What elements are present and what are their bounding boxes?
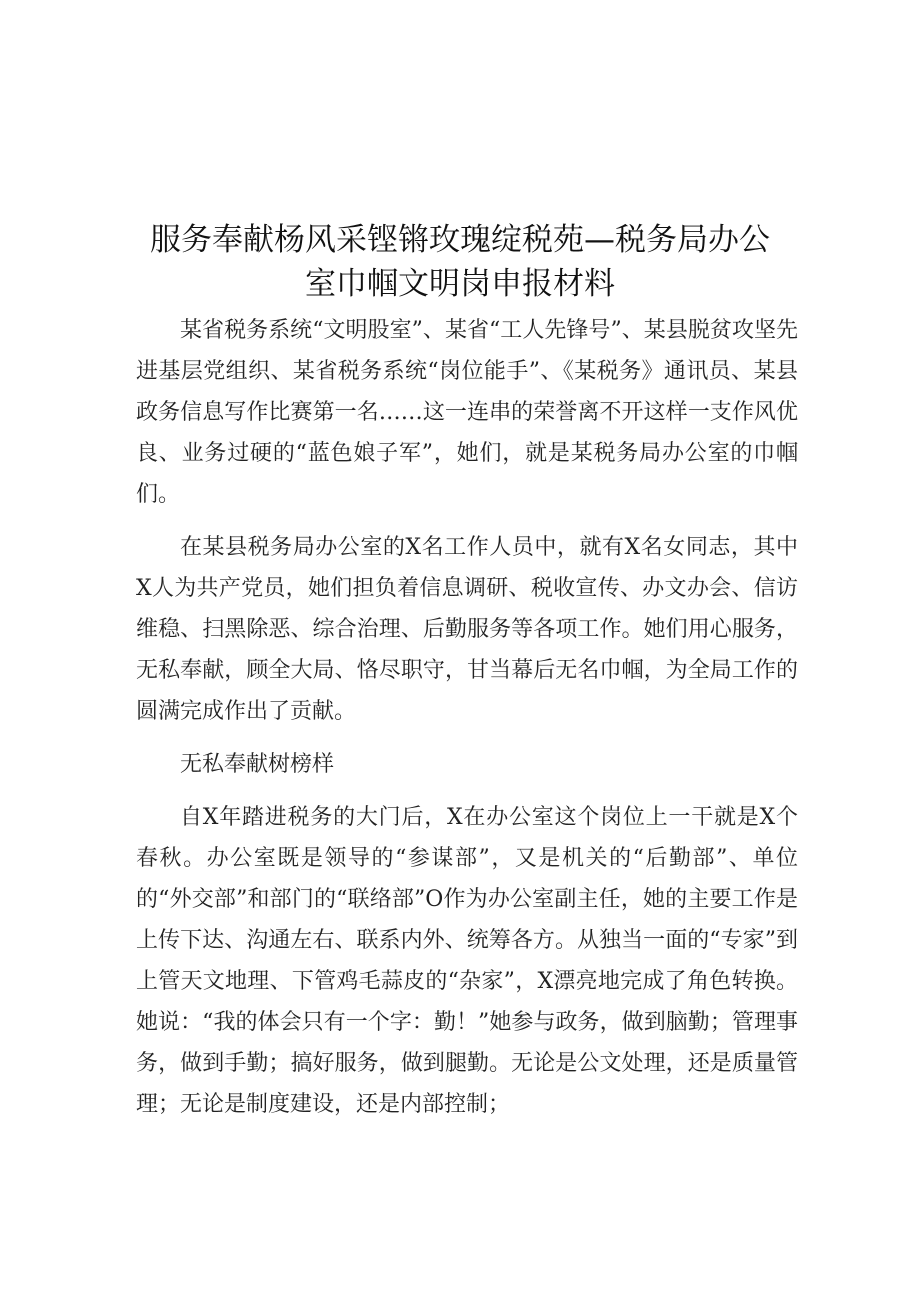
paragraph-dedication: 自X年踏进税务的大门后，X在办公室这个岗位上一干就是X个春秋。办公室既是领导的“参谋部”，又是机关的“后勤部”、单位的“外交部”和部门的“联络部”O作为办公室副主任，她的主要工作是上传下达、沟通左右、联系内外、统筹各方。从独当一面的“专家”到上管天文地理、下管鸡毛蒜皮的“杂家”，X漂亮地完成了角色转换。她说：“我的体会只有一个字：勤！”她参与政务，做到脑勤；管理事务，做到手勤；搞好服务，做到腿勤。无论是公文处理，还是质量管理；无论是制度建设，还是内部控制；	[136, 805, 798, 1117]
section-heading: 无私奉献树榜样	[180, 752, 335, 777]
document-title	[136, 218, 784, 306]
document-body	[136, 310, 798, 1125]
paragraph-gap	[136, 732, 798, 744]
paragraph-honors: 某省税务系统“文明股室”、某省“工人先锋号”、某县脱贫攻坚先进基层党组织、某省税务系统“岗位能手”、《某税务》通讯员、某县政务信息写作比赛第一名……这一连串的荣誉离不开这样一支作风优良、业务过硬的“蓝色娘子军”，她们，就是某税务局办公室的巾帼们。	[136, 318, 798, 507]
title-line-2: 室巾帼文明岗申报材料	[305, 266, 615, 302]
paragraph-gap	[136, 785, 798, 797]
paragraph-gap	[136, 515, 798, 527]
paragraph-team: 在某县税务局办公室的X名工作人员中，就有X名女同志，其中X人为共产党员，她们担负着信息调研、税收宣传、办文办会、信访维稳、扫黑除恶、综合治理、后勤服务等各项工作。她们用心服务，无私奉献，顾全大局、恪尽职守，甘当幕后无名巾帼，为全局工作的圆满完成作出了贡献。	[136, 535, 798, 724]
title-line-1: 服务奉献杨风采铿锵玫瑰绽税苑—税务局办公	[150, 222, 770, 258]
